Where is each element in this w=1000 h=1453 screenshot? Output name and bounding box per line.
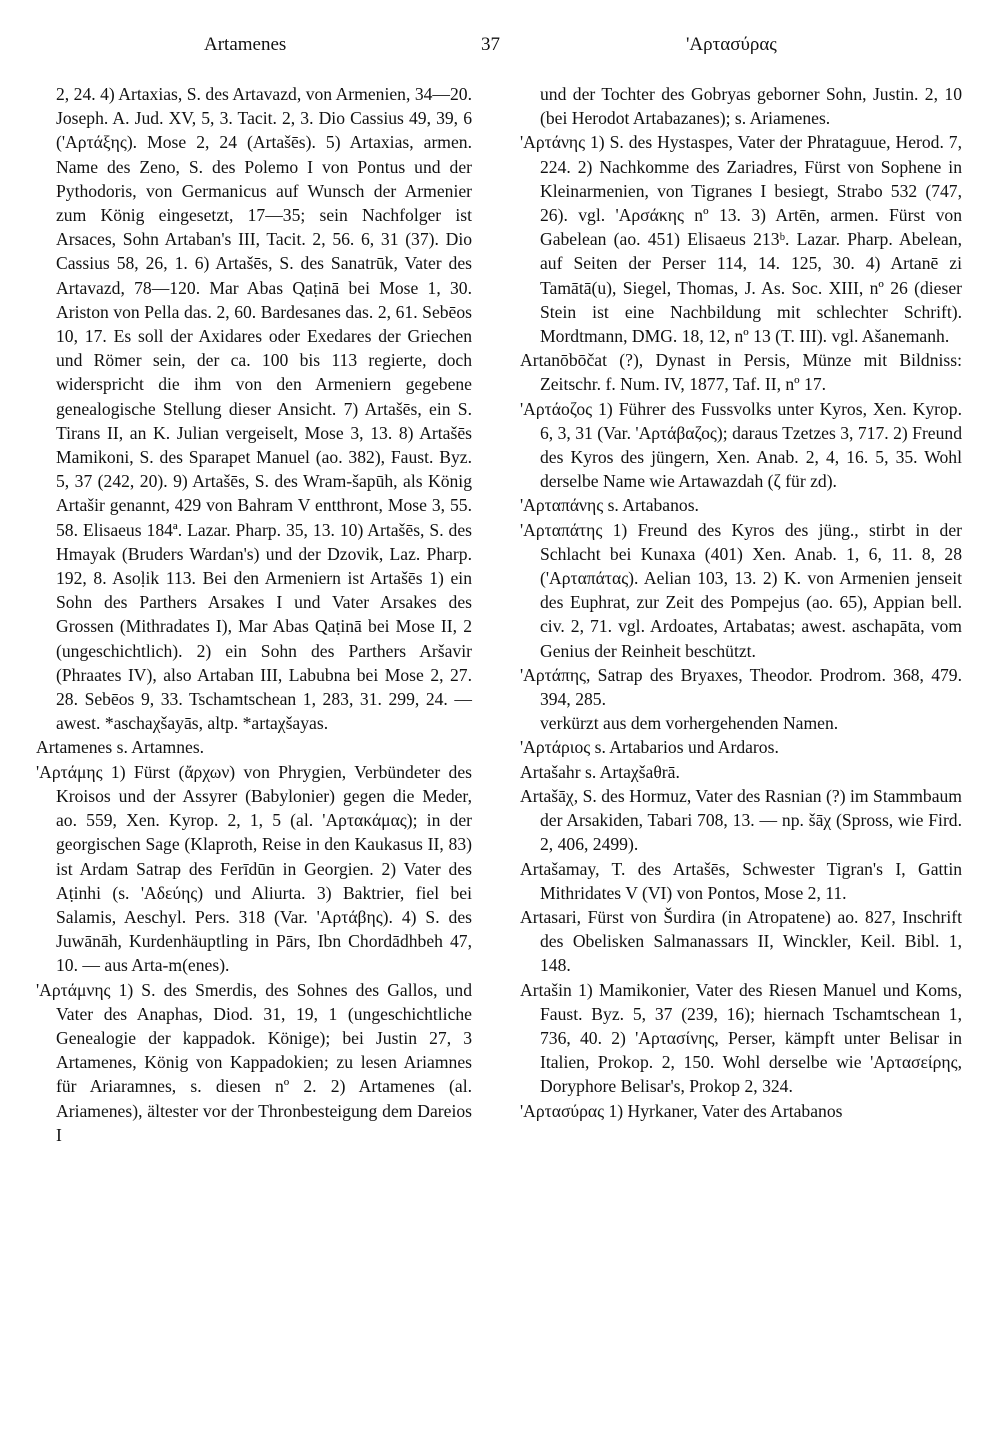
entry-continuation: 2, 24. 4) Artaxias, S. des Artavazd, von Armenien, 34—20. Joseph. A. Jud. XV, 5, 3. Tacit. 2, 3. Dio Cassius 49, 39, 6 ('Αρτάξης). Mose 2, 24 (Artašēs). 5) Artaxias, armen. Name des Zeno, S. des Polemo I von Pontus und der Pythodoris, von Germanicus auf Wunsch der Armenier zum König eingesetzt, 17—35; sein Nachfolger ist Arsaces, Sohn Artaban's III, Tacit. 2, 56. 6, 31 (37). Dio Cassius 58, 26, 1. 6) Artašēs, S. des Sanatrūk, Vater des Artavazd, 78—120. Mar Abas Qaṭinā bei Mose 1, 30. Ariston von Pella das. 2, 60. Bardesanes das. 2, 61. Sebēos 10, 17. Es soll der Axidares oder Exedares der Griechen und Römer sein, der ca. 100 bis 113 regierte, doch widerspricht die ihm von den Armeniern gegebene genealogische Stellung dieser Ansicht. 7) Artašēs, ein S. Tirans II, an K. Julian vergeiselt, Mose 3, 13. 8) Artašēs Mamikoni, S. des Sparapet Manuel (ao. 382), Faust. Byz. 5, 37 (242, 20). 9) Artašēs, S. des Wram-šapūh, als König Artašir genannt, 429 von Bahram V entthront, Mose 3, 55. 58. Elisaeus 184ª. Lazar. Pharp. 35, 13. 10) Artašēs, S. des Hmayak (Bruders Wardan's) und der Dzovik, Laz. Pharp. 192, 8. Asoḷik 113. Bei den Armeniern ist Artašēs 1) ein Sohn des Parthers Arsakes I und Vater Arsakes des Grossen (Mithradates I), Mar Abas Qaṭinā bei Mose II, 2 (ungeschichtlich). 2) ein Sohn des Parthers Aršavir (Phraates IV), also Artaban III, Labubna bei Mose 2, 27. 28. Sebēos 9, 33. Tschamtschean 1, 283, 31. 299, 24. — awest. *aschaχšayās, altp. *artaχšayas. [56, 84, 472, 734]
dictionary-entry: Artasari, Fürst von Šurdira (in Atropatene) ao. 827, Inschrift des Obelisken Salmanassars II, Winckler, Keil. Bibl. 1, 148. [520, 906, 962, 976]
dictionary-entry: 'Αρτάμης 1) Fürst (ἄρχων) von Phrygien, Verbündeter des Kroisos und der Assyrer (Babylonier) gegen die Meder, ao. 559, Xen. Kyrop. 2, 1, 5 (al. 'Αρτακάμας); in der georgischen Sage (Klaproth, Reise in den Kaukasus II, 83) ist Ardam Satrap des Ferīdūn in Georgien. 2) Vater des Aṭinhi (s. 'Αδεύης) und Aliurta. 3) Baktrier, fiel bei Salamis, Aeschyl. Pers. 318 (Var. 'Αρτάβης). 4) S. des Juwānāh, Kurdenhäuptling in Pārs, Ibn Chordādhbeh 47, 10. — aus Arta-m(enes). [36, 761, 472, 976]
left-column [36, 82, 472, 1147]
dictionary-entry: Artašahr s. Artaχšaθrā. [520, 761, 680, 782]
running-head-left: Artamenes [204, 34, 287, 55]
dictionary-entry: 'Αρτάπης, Satrap des Bryaxes, Theodor. Prodrom. 368, 479. 394, 285. [520, 664, 962, 710]
entry-note: verkürzt aus dem vorhergehenden Namen. [540, 713, 839, 734]
dictionary-entry: Artašāχ, S. des Hormuz, Vater des Rasnian (?) im Stammbaum der Arsakiden, Tabari 708, 13. — np. šāχ (Spross, wie Fird. 2, 406, 2499). [520, 785, 962, 855]
right-column [520, 82, 962, 1123]
dictionary-entry: Artašin 1) Mamikonier, Vater des Riesen Manuel und Koms, Faust. Byz. 5, 37 (239, 16); hiernach Tschamtschean 1, 736, 40. 2) 'Αρτασίνης, Perser, kämpft unter Belisar in Italien, Prokop. 2, 150. Wohl derselbe wie 'Αρτασείρης, Doryphore Belisar's, Prokop 2, 324. [520, 979, 962, 1097]
dictionary-entry: 'Αρτάριος s. Artabarios und Ardaros. [520, 737, 779, 758]
dictionary-entry: 'Αρτάμνης 1) S. des Smerdis, des Sohnes des Gallos, und Vater des Anaphas, Diod. 31, 19, 1 (ungeschichtliche Genealogie der kappadok. Könige); bei Justin 27, 3 Artamenes, König von Kappadokien; zu lesen Ariamnes für Ariaramnes, s. diesen nº 2. 2) Artamenes (al. Ariamenes), ältester vor der Thronbesteigung dem Dareios I [36, 979, 472, 1145]
dictionary-entry: 'Αρτασύρας 1) Hyrkaner, Vater des Artabanos [520, 1100, 843, 1121]
dictionary-entry: 'Αρταπάνης s. Artabanos. [520, 495, 699, 516]
running-head-right: 'Αρτασύρας [686, 34, 777, 55]
dictionary-entry: 'Αρτάνης 1) S. des Hystaspes, Vater der Phrataguue, Herod. 7, 224. 2) Nachkomme des Zariadres, Fürst von Sophene in Kleinarmenien, von Tigranes I besiegt, Strabo 532 (747, 26). vgl. 'Αρσάκης nº 13. 3) Artēn, armen. Fürst von Gabelean (ao. 451) Elisaeus 213ᵇ. Lazar. Pharp. Abelean, auf Seiten der Perser 114, 14. 125, 30. 4) Artanē zi Tamātā(u), Siegel, Thomas, J. As. Soc. XIII, nº 26 (dieser Stein ist eine Nachbildung mit schlechter Schrift). Mordtmann, DMG. 18, 12, nº 13 (T. III). vgl. Ašanemanh. [520, 132, 962, 347]
dictionary-entry: 'Αρταπάτης 1) Freund des Kyros des jüng., stirbt in der Schlacht bei Kunaxa (401) Xen. Anab. 1, 6, 11. 8, 28 ('Αρταπάτας). Aelian 103, 13. 2) K. von Armenien jenseit des Euphrat, zur Zeit des Pompejus (ao. 65), Appian bell. civ. 2, 71. vgl. Ardoates, Artabatas; awest. aschapāta, vom Genius der Reinheit beschützt. [520, 519, 962, 661]
dictionary-entry: 'Αρτάοζος 1) Führer des Fussvolks unter Kyros, Xen. Kyrop. 6, 3, 31 (Var. 'Αρτάβαζος); daraus Tzetzes 3, 717. 2) Freund des Kyros des jüngern, Xen. Anab. 2, 4, 16. 5, 35. Wohl derselbe Name wie Artawazdah (ζ für zd). [520, 398, 962, 492]
dictionary-entry: Artašamay, T. des Artašēs, Schwester Tigran's I, Gattin Mithridates V (VI) von Pontos, Mose 2, 11. [520, 858, 962, 903]
dictionary-entry: Artanōbōčat (?), Dynast in Persis, Münze mit Bildniss: Zeitschr. f. Num. IV, 1877, Taf. II, nº 17. [520, 350, 962, 395]
dictionary-entry: Artamenes s. Artamnes. [36, 737, 205, 758]
page-number: 37 [481, 34, 500, 55]
entry-continuation: und der Tochter des Gobryas geborner Sohn, Justin. 2, 10 (bei Herodot Artabazanes); s. Ariamenes. [540, 84, 962, 129]
